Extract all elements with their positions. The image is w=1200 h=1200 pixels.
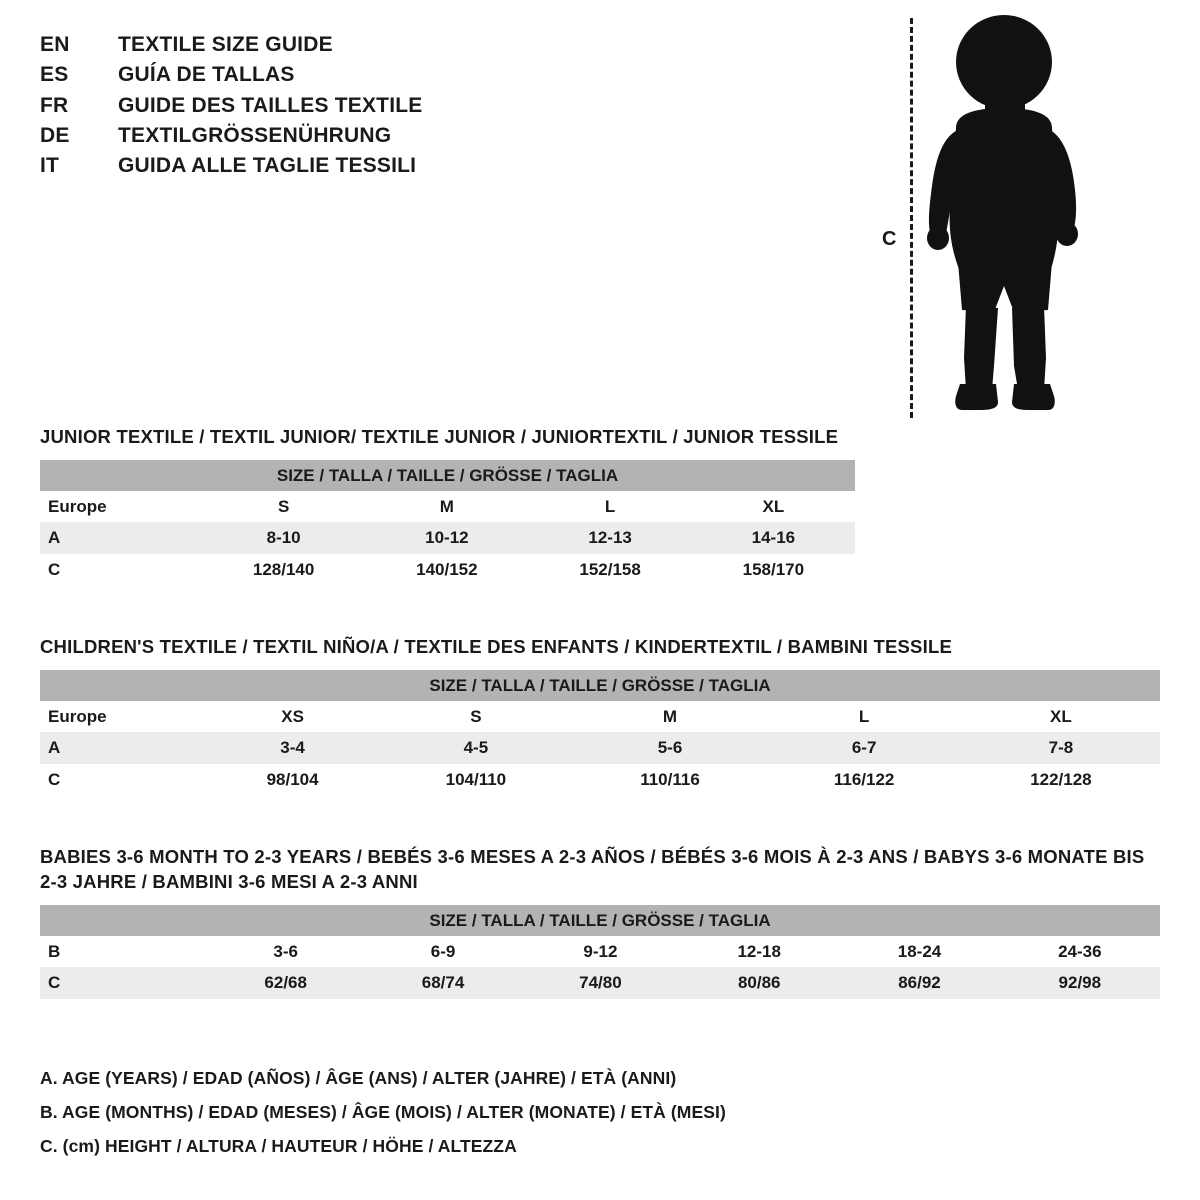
language-title: GUIDE DES TAILLES TEXTILE (118, 93, 423, 117)
language-code: DE (40, 123, 70, 147)
table-row (40, 732, 1160, 763)
cell: M (574, 701, 767, 732)
section-title: BABIES 3-6 MONTH TO 2-3 YEARS / BEBÉS 3-6 MESES A 2-3 AÑOS / BÉBÉS 3-6 MOIS À 2-3 ANS / BABYS 3-6 MONATE BIS 2-3 JAHRE / BAMBINI 3-6 MESI A 2-3 ANNI (40, 846, 1145, 892)
measure-label-c: C (882, 228, 897, 250)
row-label: A (40, 522, 202, 553)
cell: XL (692, 491, 855, 522)
section-title: JUNIOR TEXTILE / TEXTIL JUNIOR/ TEXTILE JUNIOR / JUNIORTEXTIL / JUNIOR TESSILE (40, 426, 839, 447)
language-code: IT (40, 154, 60, 177)
language-title: TEXTILE SIZE GUIDE (118, 33, 333, 56)
cell: 98/104 (207, 764, 378, 795)
section-children (40, 635, 1160, 795)
cell: XS (207, 701, 378, 732)
row-label: A (40, 732, 207, 763)
measure-dashed-line (910, 18, 913, 418)
cell: 9-12 (522, 936, 679, 967)
row-label: C (40, 967, 207, 998)
junior-size-table (40, 460, 855, 585)
table-row (40, 764, 1160, 795)
cell: 62/68 (207, 967, 364, 998)
cell: 4-5 (378, 732, 573, 763)
cell: 68/74 (364, 967, 521, 998)
row-label: Europe (40, 491, 202, 522)
cell: 110/116 (574, 764, 767, 795)
language-code: EN (40, 33, 70, 56)
cell: 12-13 (529, 522, 692, 553)
section-junior (40, 425, 1160, 585)
babies-size-table (40, 905, 1160, 999)
cell: 128/140 (202, 554, 365, 585)
table-row (40, 967, 1160, 998)
language-row (40, 32, 640, 58)
table-header-row (40, 460, 855, 491)
cell: 24-36 (1000, 936, 1160, 967)
language-row (40, 123, 640, 149)
cell: 158/170 (692, 554, 855, 585)
language-title: GUIDA ALLE TAGLIE TESSILI (118, 154, 417, 177)
footnotes-block (40, 1068, 1160, 1170)
footnote-a: A. AGE (YEARS) / EDAD (AÑOS) / ÂGE (ANS) / ALTER (JAHRE) / ETÀ (ANNI) (40, 1068, 677, 1088)
table-header-label: SIZE / TALLA / TAILLE / GRÖSSE / TAGLIA (40, 905, 1160, 936)
language-title: GUÍA DE TALLAS (118, 63, 295, 87)
cell: 140/152 (365, 554, 528, 585)
footnote-c: C. (cm) HEIGHT / ALTURA / HAUTEUR / HÖHE / ALTEZZA (40, 1136, 517, 1156)
language-title-block (40, 32, 640, 183)
cell: 80/86 (679, 967, 839, 998)
language-title: TEXTILGRÖSSENÜHRUNG (118, 123, 392, 147)
section-babies (40, 845, 1160, 999)
cell: 152/158 (529, 554, 692, 585)
cell: M (365, 491, 528, 522)
cell: 10-12 (365, 522, 528, 553)
cell: 3-4 (207, 732, 378, 763)
table-header-row (40, 905, 1160, 936)
table-header-row (40, 670, 1160, 701)
row-label: C (40, 764, 207, 795)
language-code: FR (40, 93, 69, 117)
cell: 14-16 (692, 522, 855, 553)
row-label: Europe (40, 701, 207, 732)
cell: 5-6 (574, 732, 767, 763)
cell: S (202, 491, 365, 522)
cell: S (378, 701, 573, 732)
child-silhouette-icon (882, 10, 1122, 420)
table-header-label: SIZE / TALLA / TAILLE / GRÖSSE / TAGLIA (40, 460, 855, 491)
cell: 18-24 (839, 936, 999, 967)
cell: 116/122 (766, 764, 961, 795)
height-measure-figure (882, 10, 1142, 420)
cell: 8-10 (202, 522, 365, 553)
cell: L (766, 701, 961, 732)
table-row (40, 554, 855, 585)
language-row (40, 93, 640, 119)
cell: 6-7 (766, 732, 961, 763)
cell: 7-8 (962, 732, 1160, 763)
cell: L (529, 491, 692, 522)
children-size-table (40, 670, 1160, 795)
row-label: C (40, 554, 202, 585)
table-header-label: SIZE / TALLA / TAILLE / GRÖSSE / TAGLIA (40, 670, 1160, 701)
cell: 86/92 (839, 967, 999, 998)
table-row (40, 701, 1160, 732)
cell: 12-18 (679, 936, 839, 967)
cell: 74/80 (522, 967, 679, 998)
cell: 122/128 (962, 764, 1160, 795)
cell: 104/110 (378, 764, 573, 795)
table-row (40, 491, 855, 522)
section-title: CHILDREN'S TEXTILE / TEXTIL NIÑO/A / TEXTILE DES ENFANTS / KINDERTEXTIL / BAMBINI TESSILE (40, 636, 952, 657)
cell: 3-6 (207, 936, 364, 967)
language-code: ES (40, 63, 69, 87)
cell: XL (962, 701, 1160, 732)
language-row (40, 62, 640, 88)
footnote-b: B. AGE (MONTHS) / EDAD (MESES) / ÂGE (MOIS) / ALTER (MONATE) / ETÀ (MESI) (40, 1102, 726, 1122)
table-row (40, 936, 1160, 967)
language-row (40, 153, 640, 179)
row-label: B (40, 936, 207, 967)
cell: 6-9 (364, 936, 521, 967)
table-row (40, 522, 855, 553)
cell: 92/98 (1000, 967, 1160, 998)
